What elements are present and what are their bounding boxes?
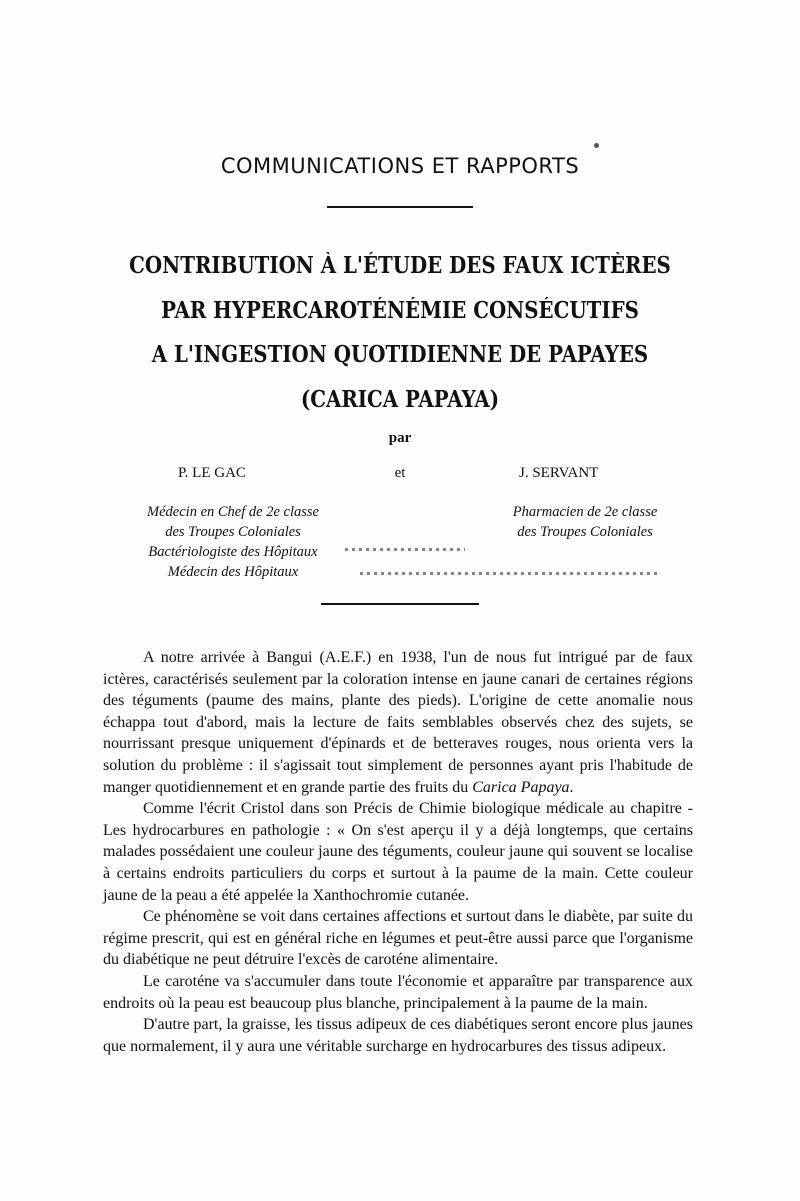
article-title-line-2: PAR HYPERCAROTÉNÉMIE CONSÉCUTIFS (161, 297, 639, 324)
article-body (103, 647, 693, 1057)
affiliation-line: Médecin en Chef de 2e classe (147, 504, 319, 520)
scan-speck (594, 143, 599, 148)
paragraph-text: A notre arrivée à Bangui (A.E.F.) en 1938, l'un de nous fut intrigué par de faux ictères, caractérisés seulement par la coloration intense en jaune canari de certaines régions des téguments (paume des mains, plante des pieds). L'origine de cette anomalie nous échappa tout d'abord, mais la lecture de faits semblables observés chez des sujets, se nourrissant presque uniquement d'épinards et de betteraves rouges, nous orienta vers la solution du problème : il s'agissait tout simplement de personnes ayant pris l'habitude de manger quotidiennement et en grande partie des fruits du (103, 649, 693, 796)
affiliation-line: Pharmacien de 2e classe (512, 504, 658, 520)
article-title-line-4: (CARICA PAPAYA) (300, 386, 500, 413)
author-2-affiliation (480, 502, 690, 542)
section-header: COMMUNICATIONS ET RAPPORTS (220, 154, 580, 178)
paragraph: Le caroténe va s'accumuler dans toute l'économie et apparaître par transparence aux endroits où la peau est beaucoup plus blanche, principalement à la paume de la main. (103, 972, 693, 1012)
scan-smudge (345, 548, 465, 551)
author-name-1: P. LE GAC (178, 465, 246, 481)
byline-rule (321, 603, 479, 605)
header-rule (327, 206, 473, 208)
affiliation-line: Bactériologiste des Hôpitaux (148, 544, 318, 560)
paragraph (103, 647, 693, 798)
author-name-2: J. SERVANT (519, 465, 599, 481)
scan-smudge (360, 572, 660, 575)
paragraph: Ce phénomène se voit dans certaines affections et surtout dans le diabète, par suite du régime prescrit, qui est en général riche en légumes et peut-être aussi parce que l'organisme du diabétique ne peut détruire l'excès de caroténe alimentaire. (103, 908, 693, 969)
byline-par: par (388, 430, 412, 446)
article-title-line-3: A L'INGESTION QUOTIDIENNE DE PAPAYES (151, 341, 649, 368)
article-title-line-1: CONTRIBUTION À L'ÉTUDE DES FAUX ICTÈRES (129, 252, 671, 279)
author-1-affiliation (118, 502, 348, 582)
paragraph: Comme l'écrit Cristol dans son Précis de Chimie biologique médicale au chapitre - Les hydrocarbures en pathologie : « On s'est aperçu il y a déjà longtemps, que certains malades possédaient une couleur jaune des téguments, couleur jaune qui souvent se localise à certains endroits particuliers du corps et surtout à la paume de la main. Cette couleur jaune de la peau a été appelée la Xanthochromie cutanée. (103, 800, 693, 904)
affiliation-line: des Troupes Coloniales (165, 524, 301, 540)
paragraph-end: . (569, 778, 574, 796)
byline-et: et (394, 465, 406, 481)
species-name: Carica Papaya (472, 778, 570, 796)
affiliation-line: Médecin des Hôpitaux (167, 564, 299, 580)
paragraph: D'autre part, la graisse, les tissus adipeux de ces diabétiques seront encore plus jaunes que normalement, il y aura une véritable surcharge en hydrocarbures des tissus adipeux. (103, 1016, 693, 1055)
affiliation-line: des Troupes Coloniales (517, 524, 653, 540)
